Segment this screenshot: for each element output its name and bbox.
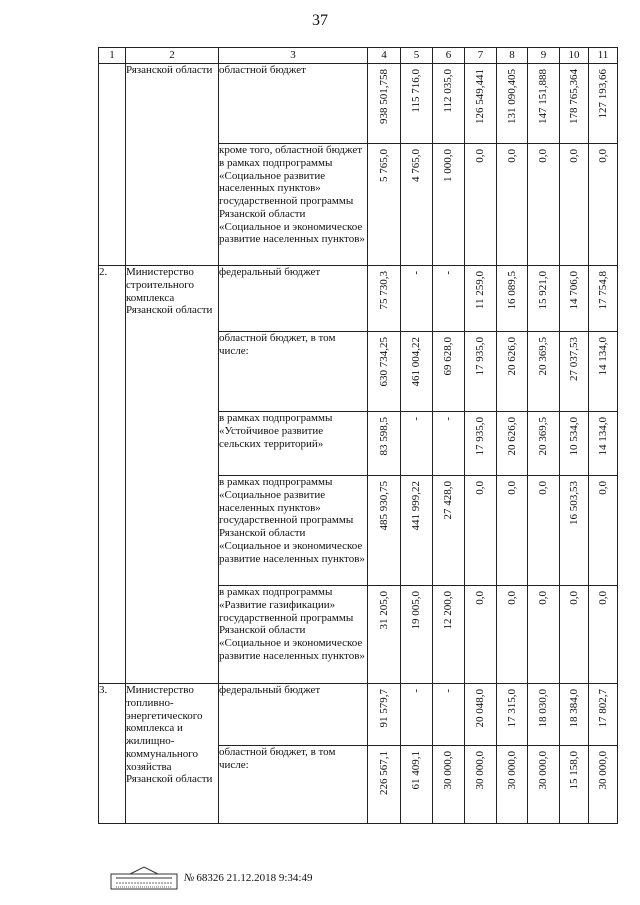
amount-cell [401, 332, 433, 412]
amount-value: 30 000,0 [474, 751, 486, 790]
amount-value: 0,0 [474, 481, 486, 495]
amount-value: 15 921,0 [537, 271, 549, 310]
amount-cell [528, 144, 560, 266]
amount-value: 0,0 [537, 149, 549, 163]
column-header: 9 [528, 48, 560, 64]
amount-cell [528, 266, 560, 332]
amount-cell [528, 64, 560, 144]
amount-value: 15 158,0 [567, 751, 580, 790]
amount-cell [560, 746, 589, 824]
column-header-row [99, 48, 618, 64]
amount-cell [560, 476, 589, 586]
amount-value: 178 765,364 [567, 69, 580, 124]
amount-cell [368, 266, 401, 332]
budget-table [98, 47, 618, 824]
amount-value: 0,0 [474, 591, 486, 605]
amount-cell [560, 684, 589, 746]
funding-source: областной бюджет, в том числе: [219, 746, 368, 824]
amount-value: 147 151,888 [537, 69, 549, 124]
amount-value: 0,0 [505, 481, 518, 495]
amount-cell [589, 476, 618, 586]
amount-value: 17 315,0 [505, 689, 518, 728]
column-header: 4 [368, 48, 401, 64]
amount-cell [497, 266, 528, 332]
registration-mark: № [184, 872, 195, 884]
amount-cell [560, 586, 589, 684]
amount-cell [465, 266, 497, 332]
amount-cell [560, 412, 589, 476]
amount-value: 0,0 [505, 591, 518, 605]
amount-value: 69 628,0 [442, 337, 454, 376]
amount-value: 20 369,5 [537, 417, 549, 456]
amount-cell [528, 586, 560, 684]
row-number: 2. [99, 266, 126, 684]
organization-name: Рязанской области [126, 64, 219, 266]
table-row [99, 684, 618, 746]
amount-value: 20 048,0 [474, 689, 486, 728]
amount-value: 14 134,0 [596, 337, 609, 376]
amount-cell [433, 266, 465, 332]
amount-value: - [410, 271, 422, 275]
amount-cell [497, 332, 528, 412]
amount-cell [465, 144, 497, 266]
amount-cell [465, 586, 497, 684]
amount-value: - [442, 271, 454, 275]
amount-cell [401, 412, 433, 476]
amount-value: 0,0 [537, 481, 549, 495]
amount-cell [497, 64, 528, 144]
amount-cell [589, 266, 618, 332]
amount-cell [465, 476, 497, 586]
amount-cell [433, 412, 465, 476]
amount-value: 226 567,1 [377, 751, 390, 795]
amount-cell [528, 746, 560, 824]
amount-cell [589, 586, 618, 684]
amount-cell [497, 412, 528, 476]
amount-cell [368, 412, 401, 476]
amount-value: 16 503,53 [567, 481, 580, 525]
amount-cell [401, 684, 433, 746]
amount-value: 61 409,1 [410, 751, 422, 790]
column-header: 6 [433, 48, 465, 64]
amount-value: 19 005,0 [410, 591, 422, 630]
amount-cell [465, 412, 497, 476]
amount-cell [401, 266, 433, 332]
funding-source: в рамках подпрограммы «Устойчивое развитие сельских территорий» [219, 412, 368, 476]
amount-value: - [442, 417, 454, 421]
amount-cell [589, 64, 618, 144]
amount-cell [401, 476, 433, 586]
amount-value: 1 000,0 [442, 149, 454, 182]
amount-value: 11 259,0 [474, 271, 486, 310]
amount-cell [465, 746, 497, 824]
row-number [99, 64, 126, 266]
amount-cell [528, 412, 560, 476]
amount-value: 27 037,53 [567, 337, 580, 381]
amount-cell [433, 144, 465, 266]
amount-value: 83 598,5 [377, 417, 390, 456]
column-header: 3 [219, 48, 368, 64]
funding-source: в рамках подпрограммы «Социальное развитие населенных пунктов» государственной программы Рязанской области «Социальное и экономическое развитие населенных пунктов» [219, 476, 368, 586]
funding-source: федеральный бюджет [219, 684, 368, 746]
amount-cell [560, 332, 589, 412]
amount-cell [497, 684, 528, 746]
amount-cell [589, 144, 618, 266]
amount-value: 5 765,0 [377, 149, 390, 182]
row-number: 3. [99, 684, 126, 824]
amount-value: - [442, 689, 454, 693]
funding-source: областной бюджет, в том числе: [219, 332, 368, 412]
amount-value: 10 534,0 [567, 417, 580, 456]
amount-cell [465, 684, 497, 746]
amount-cell [368, 476, 401, 586]
amount-cell [368, 332, 401, 412]
amount-cell [589, 746, 618, 824]
registry-stamp-icon [110, 866, 178, 890]
amount-cell [401, 144, 433, 266]
amount-value: 20 626,0 [505, 417, 518, 456]
amount-value: 18 030,0 [537, 689, 549, 728]
column-header: 1 [99, 48, 126, 64]
column-header: 8 [497, 48, 528, 64]
column-header: 5 [401, 48, 433, 64]
amount-value: 0,0 [567, 149, 580, 163]
amount-value: 115 716,0 [410, 69, 422, 113]
amount-cell [368, 746, 401, 824]
amount-value: 0,0 [537, 591, 549, 605]
amount-value: 91 579,7 [377, 689, 390, 728]
amount-value: 18 384,0 [567, 689, 580, 728]
amount-value: 31 205,0 [377, 591, 390, 630]
page-number: 37 [312, 12, 328, 29]
amount-cell [401, 746, 433, 824]
amount-cell [560, 266, 589, 332]
amount-cell [368, 684, 401, 746]
funding-source: федеральный бюджет [219, 266, 368, 332]
amount-value: 17 935,0 [474, 337, 486, 376]
amount-value: 20 626,0 [505, 337, 518, 376]
amount-value: 131 090,405 [505, 69, 518, 124]
amount-cell [528, 476, 560, 586]
amount-value: 14 706,0 [567, 271, 580, 310]
amount-value: 17 754,8 [596, 271, 609, 310]
amount-value: 441 999,22 [410, 481, 422, 531]
amount-cell [433, 586, 465, 684]
amount-cell [497, 476, 528, 586]
amount-value: 0,0 [567, 591, 580, 605]
amount-value: 14 134,0 [596, 417, 609, 456]
amount-value: - [410, 417, 422, 421]
amount-cell [589, 684, 618, 746]
amount-value: 112 035,0 [442, 69, 454, 113]
amount-cell [465, 332, 497, 412]
amount-value: 0,0 [505, 149, 518, 163]
amount-value: - [410, 689, 422, 693]
amount-cell [401, 64, 433, 144]
registration-number-date: 68326 21.12.2018 9:34:49 [196, 872, 313, 884]
column-header: 10 [560, 48, 589, 64]
amount-value: 17 935,0 [474, 417, 486, 456]
amount-cell [368, 144, 401, 266]
amount-cell [433, 746, 465, 824]
column-header: 7 [465, 48, 497, 64]
amount-cell [560, 64, 589, 144]
amount-value: 30 000,0 [505, 751, 518, 790]
column-header: 11 [589, 48, 618, 64]
amount-cell [589, 412, 618, 476]
amount-value: 461 004,22 [410, 337, 422, 387]
amount-cell [497, 144, 528, 266]
column-header: 2 [126, 48, 219, 64]
table-row [99, 64, 618, 144]
funding-source: в рамках подпрограммы «Развитие газификации» государственной программы Рязанской области «Социальное и экономическое развитие населенных пунктов» [219, 586, 368, 684]
amount-cell [401, 586, 433, 684]
amount-value: 12 200,0 [442, 591, 454, 630]
amount-value: 30 000,0 [537, 751, 549, 790]
funding-source: кроме того, областной бюджет в рамках подпрограммы «Социальное развитие населенных пунктов» государственной программы Рязанской области «Социальное и экономическое развитие населенных пунктов» [219, 144, 368, 266]
organization-name: Министерство строительного комплекса Рязанской области [126, 266, 219, 684]
amount-value: 0,0 [474, 149, 486, 163]
amount-cell [497, 746, 528, 824]
amount-value: 27 428,0 [442, 481, 454, 520]
amount-value: 75 730,3 [377, 271, 390, 310]
amount-value: 127 193,66 [596, 69, 609, 119]
amount-cell [368, 64, 401, 144]
amount-value: 485 930,75 [377, 481, 390, 531]
amount-cell [465, 64, 497, 144]
amount-cell [368, 586, 401, 684]
amount-value: 938 501,758 [377, 69, 390, 124]
amount-cell [497, 586, 528, 684]
amount-cell [433, 332, 465, 412]
registration-footer [110, 866, 313, 890]
amount-value: 4 765,0 [410, 149, 422, 182]
amount-value: 16 089,5 [505, 271, 518, 310]
amount-cell [528, 332, 560, 412]
amount-cell [589, 332, 618, 412]
funding-source: областной бюджет [219, 64, 368, 144]
amount-value: 30 000,0 [596, 751, 609, 790]
amount-value: 0,0 [596, 149, 609, 163]
organization-name: Министерство топливно-энергетического комплекса и жилищно-коммунального хозяйства Рязанской области [126, 684, 219, 824]
amount-cell [528, 684, 560, 746]
amount-value: 630 734,25 [377, 337, 390, 387]
amount-cell [433, 64, 465, 144]
amount-value: 126 549,441 [474, 69, 486, 124]
table-row [99, 266, 618, 332]
amount-cell [560, 144, 589, 266]
amount-value: 17 802,7 [596, 689, 609, 728]
amount-value: 20 369,5 [537, 337, 549, 376]
amount-value: 30 000,0 [442, 751, 454, 790]
amount-value: 0,0 [596, 481, 609, 495]
amount-cell [433, 684, 465, 746]
amount-cell [433, 476, 465, 586]
amount-value: 0,0 [596, 591, 609, 605]
